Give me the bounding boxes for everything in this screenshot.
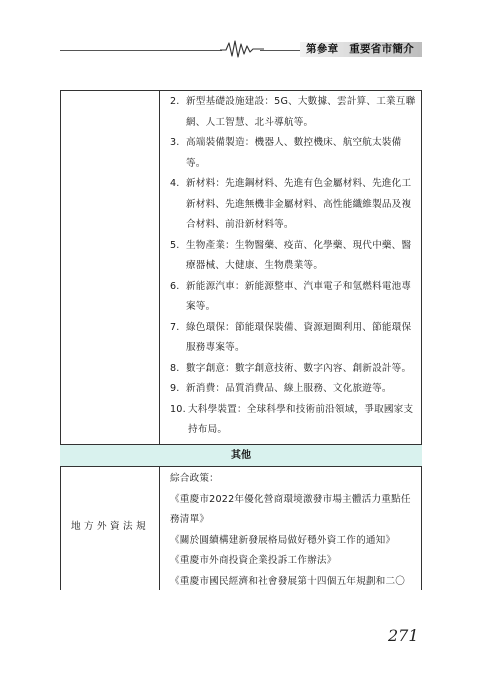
item-text: 新能源汽車：新能源整車、汽車電子和氫燃料電池專案等。 [186,280,412,312]
regulations-list [170,469,418,592]
item-number: 3. [170,137,180,148]
item-number: 2. [170,96,180,107]
item-number: 7. [170,321,180,333]
list-item [170,92,416,133]
regulation-line: 綜合政策： [170,473,219,484]
item-text: 大科學裝置：全球科學和技術前沿領域，爭取國家支持布局。 [188,403,414,435]
regulation-line: 《關於圓續構建新發展格局做好穩外資工作的通知》 [170,534,396,546]
heartbeat-wave-icon [220,38,264,60]
list-item [170,359,416,380]
item-text: 數字創意：數字創意技術、數字內容、創新設計等。 [186,362,412,374]
section-title: 第參章 重要省市簡介 [300,42,422,57]
list-item [170,133,416,174]
item-number: 6. [170,280,180,292]
item-number: 9. [170,383,180,394]
list-item [170,277,416,318]
header-rule-right [260,50,300,51]
column-divider-top [159,90,160,444]
item-number: 8. [170,362,180,374]
item-number: 5. [170,239,180,251]
list-item [170,174,416,236]
item-text: 新型基礎設施建設：5G、大數據、雲計算、工業互聯網、人工智慧、北斗導航等。 [186,96,416,128]
list-item [170,400,416,441]
regulation-line: 《重慶市2022年優化營商環境激發市場主體活力重點任務清單》 [170,493,411,525]
regulation-line: 《重慶市外商投資企業投訴工作辦法》 [170,555,337,566]
regulation-line: 《重慶市國民經濟和社會發展第十四個五年規劃和二〇 [170,575,406,587]
item-text: 高端裝備製造：機器人、數控機床、航空航太裝備等。 [186,137,402,169]
item-text: 新材料：先進鋼材料、先進有色金屬材料、先進化工新材料、先進無機非金屬材料、高性能纖維製品及複合材料、前沿新材料等。 [186,178,412,230]
page-number: 271 [388,626,419,645]
list-item [170,236,416,277]
item-text: 綠色環保：節能環保裝備、資源迴圈利用、節能環保服務專案等。 [186,321,412,353]
item-text: 生物產業：生物醫藥、疫苗、化學藥、現代中藥、醫療器械、大健康、生物農業等。 [186,239,412,271]
list-item [170,318,416,359]
item-number: 10. [170,403,186,415]
header-rule-left [60,50,222,51]
section-band-other: 其他 [60,444,422,467]
item-text: 新消費：品質消費品、線上服務、文化旅遊等。 [186,383,392,394]
regulations-row-label: 地方外資法規 [71,521,149,532]
list-item [170,379,416,400]
industry-list [170,92,416,441]
item-number: 4. [170,178,180,189]
